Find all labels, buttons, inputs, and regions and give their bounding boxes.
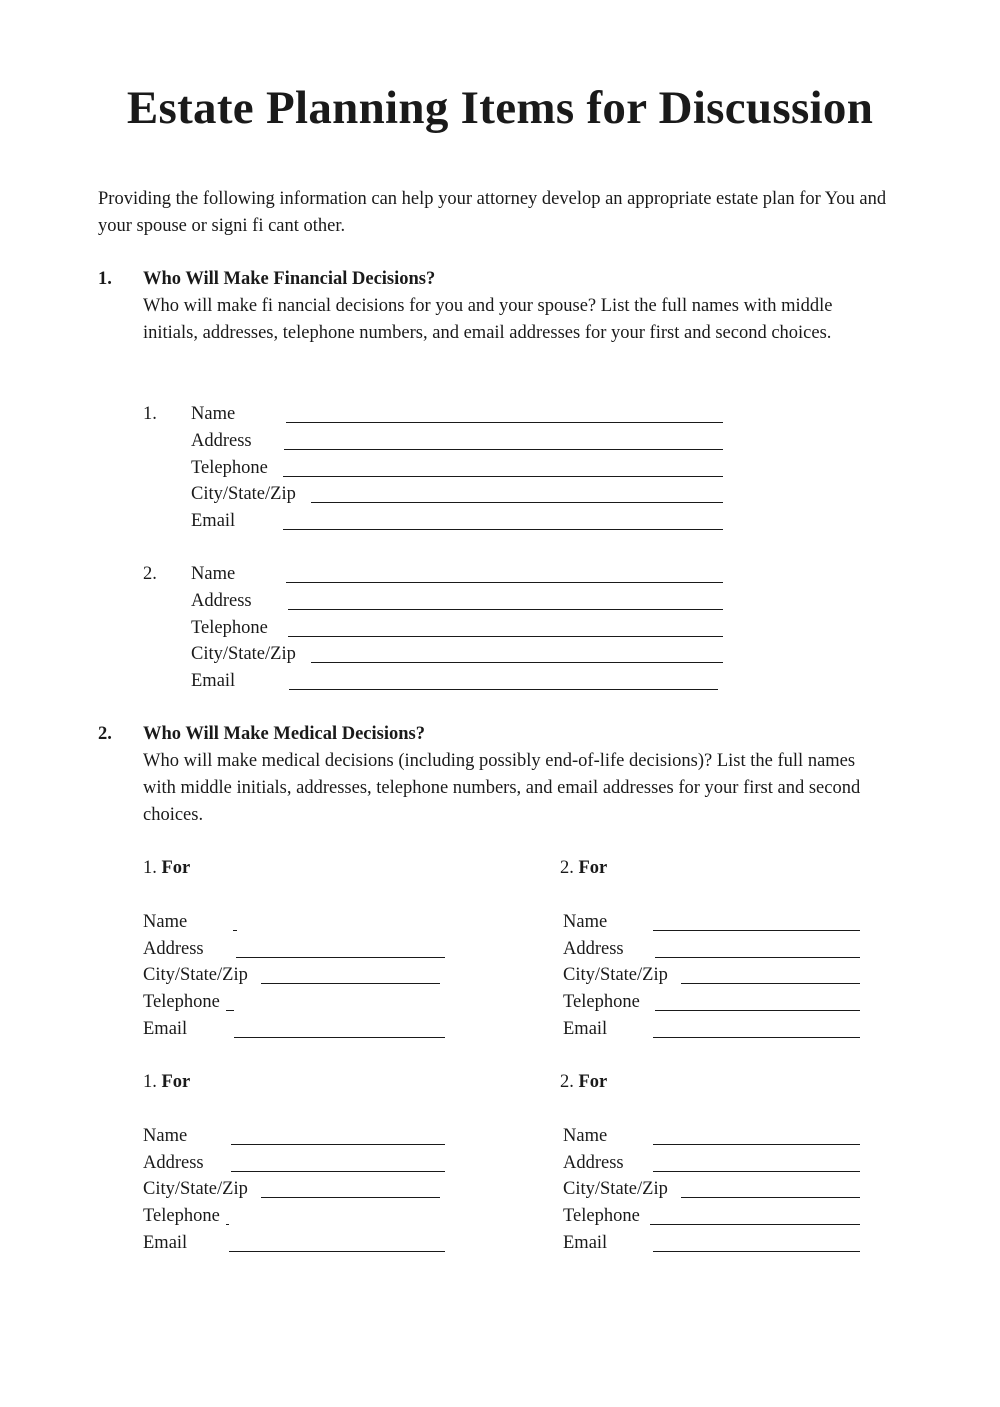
address-field[interactable] [284, 449, 723, 450]
field-label: City/State/Zip [191, 644, 296, 664]
name-field[interactable] [286, 582, 723, 583]
section-1-description: Who will make fi nancial decisions for you and your spouse? List the full names with middle initials, addresses, telephone numbers, and email addresses for your first and second choices. [143, 296, 833, 343]
medical-block-1-telephone-row[interactable] [143, 989, 448, 1016]
medical-block-1-heading [143, 855, 190, 882]
financial-choice-2-city-row[interactable] [191, 641, 731, 668]
financial-choice-1-email-row[interactable] [191, 508, 731, 535]
medical-block-4-address-row[interactable] [563, 1150, 863, 1177]
email-field[interactable] [234, 1037, 445, 1038]
telephone-field[interactable] [283, 476, 723, 477]
medical-block-1-name-row[interactable] [143, 909, 448, 936]
financial-choice-1-number: 1. [143, 404, 157, 424]
for-label: For [578, 858, 608, 878]
address-field[interactable] [236, 957, 445, 958]
field-label: City/State/Zip [563, 1179, 668, 1199]
field-label: Address [563, 939, 624, 959]
telephone-field[interactable] [226, 1224, 229, 1225]
page-title: Estate Planning Items for Discussion [126, 82, 874, 134]
medical-block-2-heading [560, 855, 607, 882]
email-field[interactable] [289, 689, 718, 690]
name-field[interactable] [286, 422, 723, 423]
field-label: City/State/Zip [143, 1179, 248, 1199]
field-label: Telephone [191, 618, 268, 638]
city-state-zip-field[interactable] [681, 1197, 860, 1198]
financial-choice-1-name-row[interactable] [191, 401, 731, 428]
email-field[interactable] [653, 1251, 860, 1252]
medical-block-3-telephone-row[interactable] [143, 1203, 448, 1230]
telephone-field[interactable] [655, 1010, 860, 1011]
financial-choice-1-city-row[interactable] [191, 481, 731, 508]
field-label: Telephone [563, 992, 640, 1012]
address-field[interactable] [653, 1171, 860, 1172]
medical-block-2-city-row[interactable] [563, 962, 863, 989]
medical-block-4-telephone-row[interactable] [563, 1203, 863, 1230]
email-field[interactable] [283, 529, 723, 530]
financial-choice-2-address-row[interactable] [191, 588, 731, 615]
telephone-field[interactable] [650, 1224, 860, 1225]
field-label: Email [563, 1233, 608, 1253]
name-field[interactable] [653, 930, 860, 931]
block-number: 1. [143, 858, 162, 878]
medical-block-2-name-row[interactable] [563, 909, 863, 936]
block-number: 2. [560, 858, 579, 878]
field-label: Telephone [563, 1206, 640, 1226]
field-label: City/State/Zip [191, 484, 296, 504]
field-label: Name [563, 1126, 608, 1146]
financial-choice-2-telephone-row[interactable] [191, 615, 731, 642]
medical-block-1-email-row[interactable] [143, 1016, 448, 1043]
field-label: Telephone [191, 458, 268, 478]
address-field[interactable] [231, 1171, 445, 1172]
section-1-number: 1. [98, 269, 112, 289]
financial-choice-1-telephone-row[interactable] [191, 455, 731, 482]
email-field[interactable] [229, 1251, 445, 1252]
intro-paragraph: Providing the following information can help your attorney develop an appropriate estate plan for You and your spouse or signi fi cant other. [98, 189, 887, 236]
field-label: Name [143, 912, 188, 932]
field-label: Address [143, 1153, 204, 1173]
city-state-zip-field[interactable] [311, 662, 723, 663]
field-label: Name [191, 404, 236, 424]
field-label: Address [191, 431, 252, 451]
field-label: Name [143, 1126, 188, 1146]
field-label: Email [191, 511, 236, 531]
section-1-heading: Who Will Make Financial Decisions? [143, 269, 436, 289]
medical-block-3-address-row[interactable] [143, 1150, 448, 1177]
medical-block-3-city-row[interactable] [143, 1176, 448, 1203]
name-field[interactable] [231, 1144, 445, 1145]
for-label: For [161, 1072, 191, 1092]
city-state-zip-field[interactable] [681, 983, 860, 984]
medical-block-2-address-row[interactable] [563, 936, 863, 963]
field-label: City/State/Zip [563, 965, 668, 985]
field-label: Address [143, 939, 204, 959]
for-label: For [161, 858, 191, 878]
field-label: Address [191, 591, 252, 611]
field-label: Name [563, 912, 608, 932]
medical-block-2-telephone-row[interactable] [563, 989, 863, 1016]
medical-block-3-name-row[interactable] [143, 1123, 448, 1150]
financial-choice-2-number: 2. [143, 564, 157, 584]
city-state-zip-field[interactable] [311, 502, 723, 503]
section-2-number: 2. [98, 724, 112, 744]
for-label: For [578, 1072, 608, 1092]
address-field[interactable] [288, 609, 723, 610]
field-label: Name [191, 564, 236, 584]
block-number: 2. [560, 1072, 579, 1092]
block-number: 1. [143, 1072, 162, 1092]
medical-block-4-name-row[interactable] [563, 1123, 863, 1150]
telephone-field[interactable] [226, 1010, 234, 1011]
address-field[interactable] [655, 957, 860, 958]
financial-choice-2-email-row[interactable] [191, 668, 731, 695]
medical-block-4-heading [560, 1069, 607, 1096]
field-label: City/State/Zip [143, 965, 248, 985]
field-label: Address [563, 1153, 624, 1173]
medical-block-4-email-row[interactable] [563, 1230, 863, 1257]
financial-choice-2-name-row[interactable] [191, 561, 731, 588]
field-label: Email [563, 1019, 608, 1039]
name-field[interactable] [233, 930, 237, 931]
medical-block-1-address-row[interactable] [143, 936, 448, 963]
field-label: Email [143, 1019, 188, 1039]
email-field[interactable] [653, 1037, 860, 1038]
medical-block-4-city-row[interactable] [563, 1176, 863, 1203]
field-label: Telephone [143, 992, 220, 1012]
city-state-zip-field[interactable] [261, 1197, 440, 1198]
medical-block-1-city-row[interactable] [143, 962, 448, 989]
section-2-description: Who will make medical decisions (including possibly end-of-life decisions)? List the full names with middle initials, addresses, telephone numbers, and email addresses for your first and second choices. [143, 751, 861, 825]
medical-block-3-email-row[interactable] [143, 1230, 448, 1257]
field-label: Telephone [143, 1206, 220, 1226]
name-field[interactable] [653, 1144, 860, 1145]
section-2-heading: Who Will Make Medical Decisions? [143, 724, 425, 744]
telephone-field[interactable] [288, 636, 723, 637]
field-label: Email [191, 671, 236, 691]
field-label: Email [143, 1233, 188, 1253]
medical-block-2-email-row[interactable] [563, 1016, 863, 1043]
medical-block-3-heading [143, 1069, 190, 1096]
financial-choice-1-address-row[interactable] [191, 428, 731, 455]
city-state-zip-field[interactable] [261, 983, 440, 984]
